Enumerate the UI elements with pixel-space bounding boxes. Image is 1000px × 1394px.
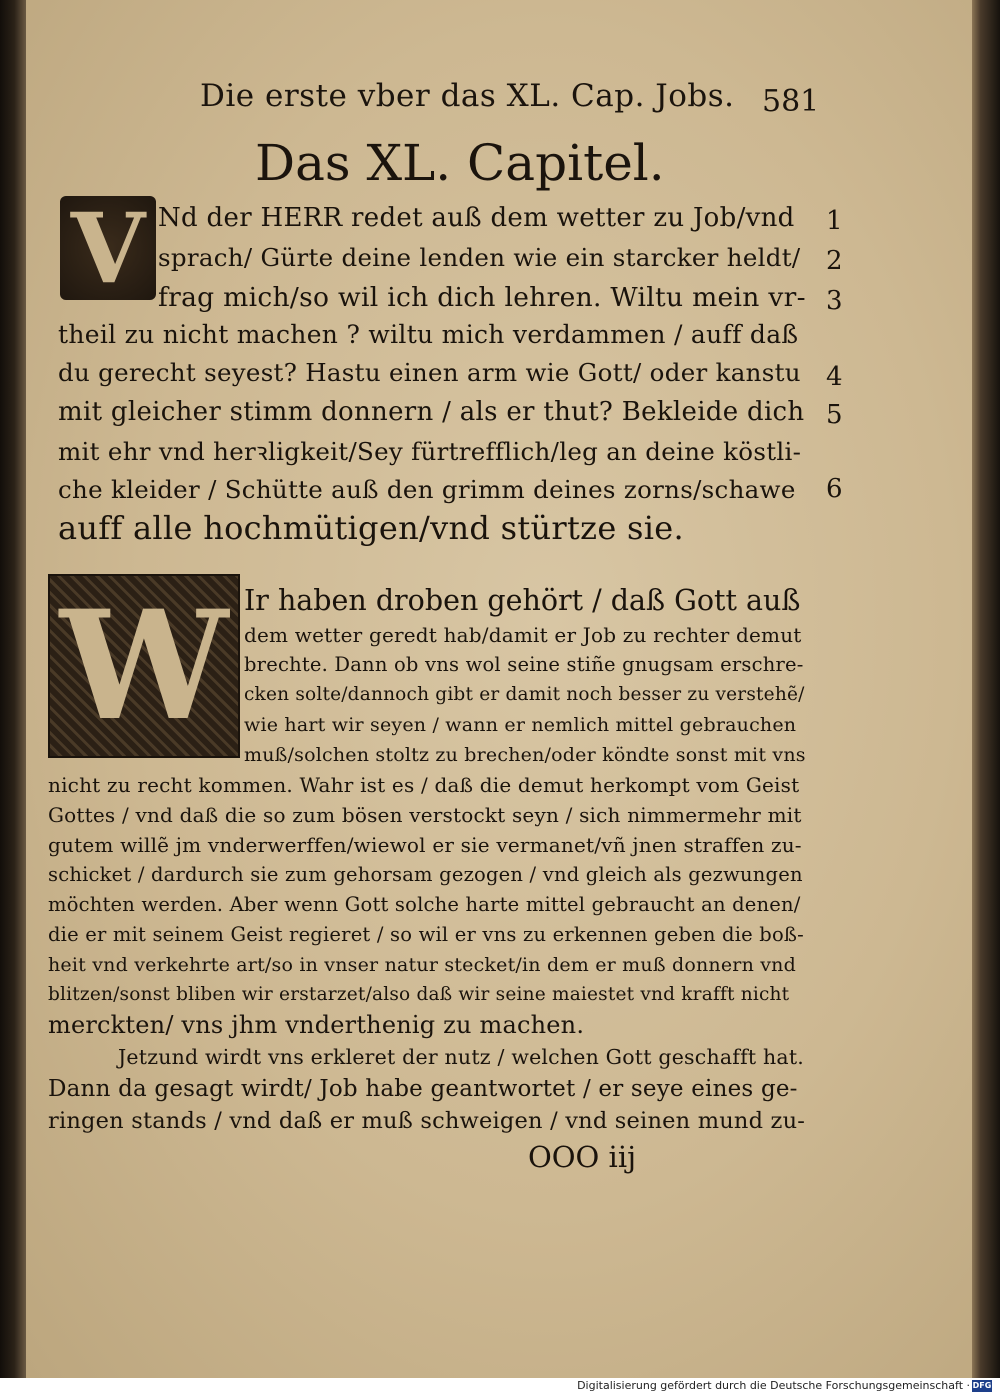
commentary-paragraph-start: Jetzund wirdt vns erkleret der nutz / welchen Gott geschafft hat.: [118, 1045, 804, 1069]
commentary-line: gutem willẽ jm vnderwerffen/wiewol er sie vermanet/vñ jnen straffen zu-: [48, 833, 802, 857]
decorated-initial-w: W: [48, 574, 240, 758]
commentary-line: die er mit seinem Geist regieret / so wil er vns zu erkennen geben die boß-: [48, 923, 804, 946]
commentary-line: merckten/ vns jhm vnderthenig zu machen.: [48, 1011, 585, 1039]
verse-line: sprach/ Gürte deine lenden wie ein starcker heldt/: [158, 243, 801, 272]
verse-line: Nd der HERR redet auß dem wetter zu Job/vnd: [158, 203, 795, 233]
verse-number: 1: [826, 206, 843, 236]
commentary-line: möchten werden. Aber wenn Gott solche harte mittel gebraucht an denen/: [48, 893, 801, 916]
verse-line: mit ehr vnd herꝛligkeit/Sey fürtrefflich/leg an deine köstli-: [58, 437, 802, 466]
commentary-line: dem wetter geredt hab/damit er Job zu rechter demut: [244, 623, 802, 647]
commentary-line: muß/solchen stoltz zu brechen/oder köndte sonst mit vns: [244, 744, 806, 766]
verse-line: auff alle hochmütigen/vnd stürtze sie.: [58, 509, 684, 547]
commentary-line: brechte. Dann ob vns wol seine stiñe gnugsam erschre-: [244, 653, 804, 676]
commentary-line: schicket / dardurch sie zum gehorsam gezogen / vnd gleich als gezwungen: [48, 863, 803, 886]
verse-number: 2: [826, 246, 843, 276]
commentary-line: Gottes / vnd daß die so zum bösen verstockt seyn / sich nimmermehr mit: [48, 803, 802, 827]
verse-line: mit gleicher stimm donnern / als er thut? Bekleide dich: [58, 397, 805, 427]
funding-credit: Digitalisierung gefördert durch die Deutsche Forschungsgemeinschaft ·: [577, 1379, 970, 1392]
commentary-line: blitzen/sonst bliben wir erstarzet/also daß wir seine maiestet vnd krafft nicht: [48, 984, 790, 1005]
dfg-logo-icon: DFG: [972, 1381, 992, 1390]
commentary-first-line: Ir haben droben gehört / daß Gott auß: [244, 584, 801, 617]
chapter-title: Das XL. Capitel.: [255, 134, 665, 192]
verse-number: 5: [826, 400, 843, 430]
verse-line: frag mich/so wil ich dich lehren. Wiltu mein vr-: [158, 282, 806, 313]
commentary-line: Dann da gesagt wirdt/ Job habe geantwortet / er seye eines ge-: [48, 1076, 798, 1102]
verse-line: che kleider / Schütte auß den grimm deines zorns/schawe: [58, 475, 796, 504]
commentary-line: nicht zu recht kommen. Wahr ist es / daß die demut herkompt vom Geist: [48, 773, 800, 797]
commentary-line: ringen stands / vnd daß er muß schweigen / vnd seinen mund zu-: [48, 1108, 806, 1134]
running-head: Die erste vber das XL. Cap. Jobs.: [200, 78, 735, 114]
commentary-line: wie hart wir seyen / wann er nemlich mittel gebrauchen: [244, 714, 797, 736]
page-number: 581: [762, 84, 820, 119]
verse-number: 6: [826, 474, 843, 504]
verse-number: 3: [826, 286, 843, 316]
binding-edge-left: [0, 0, 26, 1378]
verse-number: 4: [826, 362, 843, 392]
verse-line: theil zu nicht machen ? wiltu mich verdammen / auff daß: [58, 320, 799, 349]
commentary-line: cken solte/dannoch gibt er damit noch besser zu verstehẽ/: [244, 684, 805, 705]
verse-line: du gerecht seyest? Hastu einen arm wie Gott/ oder kanstu: [58, 358, 801, 387]
page-edge-right: [972, 0, 1000, 1378]
commentary-line: heit vnd verkehrte art/so in vnser natur stecket/in dem er muß donnern vnd: [48, 954, 796, 976]
decorated-initial-v: V: [60, 196, 156, 300]
signature-mark: OOO iij: [528, 1140, 637, 1174]
